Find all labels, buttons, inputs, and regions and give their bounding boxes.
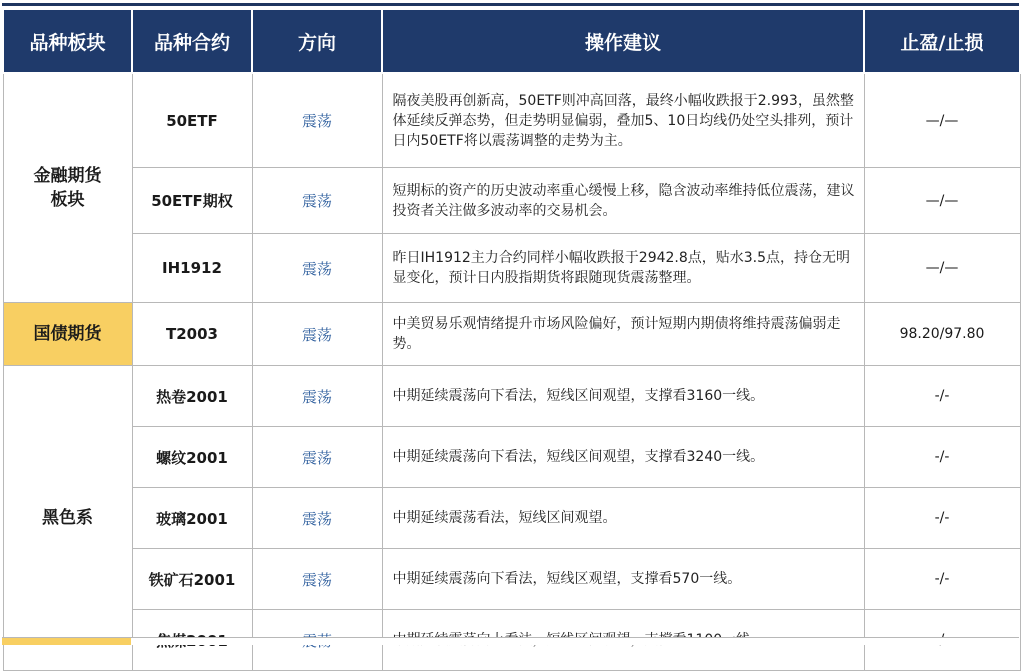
table-row xyxy=(3,168,1020,234)
direction-cell: 震荡 xyxy=(252,549,382,610)
sector-bond: 国债期货 xyxy=(3,303,132,366)
direction-cell: 震荡 xyxy=(252,168,382,234)
top-border xyxy=(0,0,1021,8)
stop-cell: —/— xyxy=(864,168,1020,234)
sector-financial xyxy=(3,73,132,303)
sector-label: 金融期货 板块 xyxy=(33,166,102,210)
stop-cell: -/- xyxy=(864,488,1020,549)
direction-cell: 震荡 xyxy=(252,366,382,427)
stop-cell: -/- xyxy=(864,366,1020,427)
header-advice: 操作建议 xyxy=(382,9,864,73)
direction-cell: 震荡 xyxy=(252,427,382,488)
header-contract: 品种合约 xyxy=(132,9,252,73)
advice-cell: 短期标的资产的历史波动率重心缓慢上移，隐含波动率维持低位震荡，建议投资者关注做多波动率的交易机会。 xyxy=(382,168,864,234)
table-row xyxy=(3,488,1020,549)
contract-cell: 螺纹2001 xyxy=(132,427,252,488)
advice-cell: 中期延续震荡向下看法，短线区间观望，支撑看3160一线。 xyxy=(382,366,864,427)
table-row xyxy=(3,427,1020,488)
sector-black: 黑色系 xyxy=(3,366,132,671)
stop-cell: —/— xyxy=(864,234,1020,303)
advice-cell: 中期延续震荡向下看法，短线区观望，支撑看570一线。 xyxy=(382,549,864,610)
stop-cell: —/— xyxy=(864,73,1020,168)
direction-cell: 震荡 xyxy=(252,73,382,168)
table-row xyxy=(3,303,1020,366)
contract-cell: 玻璃2001 xyxy=(132,488,252,549)
stop-cell: 98.20/97.80 xyxy=(864,303,1020,366)
stop-cell: -/- xyxy=(864,427,1020,488)
direction-cell: 震荡 xyxy=(252,234,382,303)
advice-cell: 中美贸易乐观情绪提升市场风险偏好，预计短期内期债将维持震荡偏弱走势。 xyxy=(382,303,864,366)
strategy-table xyxy=(2,8,1021,671)
header-sector: 品种板块 xyxy=(3,9,132,73)
table-row xyxy=(3,234,1020,303)
table-row xyxy=(3,366,1020,427)
direction-cell: 震荡 xyxy=(252,488,382,549)
contract-cell: 50ETF xyxy=(132,73,252,168)
contract-cell: 铁矿石2001 xyxy=(132,549,252,610)
header-direction: 方向 xyxy=(252,9,382,73)
direction-cell: 震荡 xyxy=(252,303,382,366)
contract-cell: IH1912 xyxy=(132,234,252,303)
contract-cell: T2003 xyxy=(132,303,252,366)
advice-cell: 中期延续震荡向下看法，短线区间观望，支撑看3240一线。 xyxy=(382,427,864,488)
contract-cell: 热卷2001 xyxy=(132,366,252,427)
table-row xyxy=(3,549,1020,610)
advice-cell: 隔夜美股再创新高，50ETF则冲高回落，最终小幅收跌报于2.993，虽然整体延续反弹态势，但走势明显偏弱，叠加5、10日均线仍处空头排列，预计日内50ETF将以震荡调整的走势为主。 xyxy=(382,73,864,168)
stop-cell: -/- xyxy=(864,549,1020,610)
advice-cell: 昨日IH1912主力合约同样小幅收跌报于2942.8点，贴水3.5点，持仓无明显变化，预计日内股指期货将跟随现货震荡整理。 xyxy=(382,234,864,303)
advice-cell: 中期延续震荡看法，短线区间观望。 xyxy=(382,488,864,549)
table-row xyxy=(3,73,1020,168)
header-stop: 止盈/止损 xyxy=(864,9,1020,73)
table-header-row xyxy=(3,9,1020,73)
contract-cell: 50ETF期权 xyxy=(132,168,252,234)
